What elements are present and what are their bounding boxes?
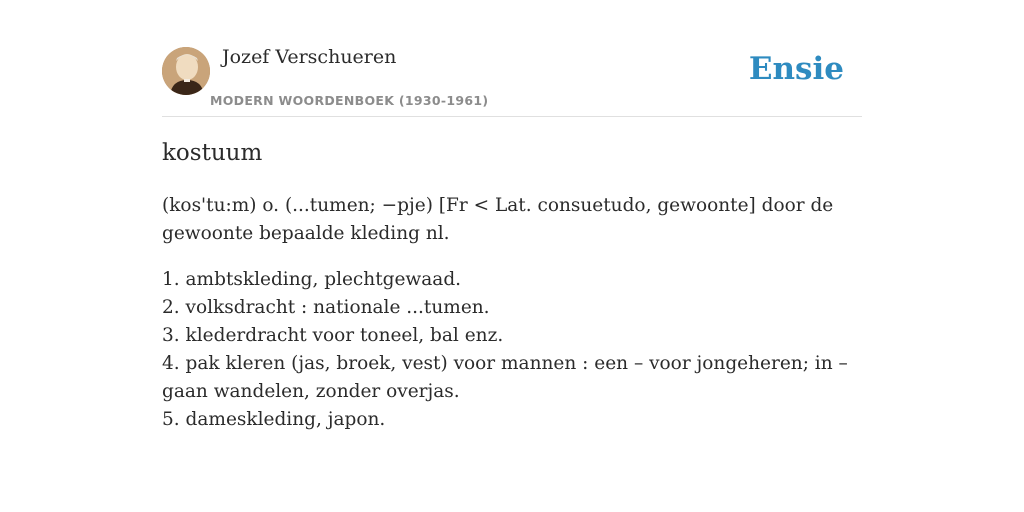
source-title[interactable]: MODERN WOORDENBOEK (1930-1961) (210, 93, 489, 108)
sense-item: 4. pak kleren (jas, broek, vest) voor mannen : een – voor jongeheren; in – gaan wandelen, zonder overjas. (162, 353, 848, 402)
entry-header (162, 44, 862, 117)
author-avatar[interactable] (162, 47, 210, 95)
sense-item: 1. ambtskleding, plechtgewaad. (162, 269, 462, 290)
entry-definition: (kos'tu:m) o. (...tumen; −pje) [Fr < Lat. consuetudo, gewoonte] door de gewoonte bepaalde kleding nl. (162, 195, 834, 244)
sense-item: 2. volksdracht : nationale ...tumen. (162, 297, 490, 318)
author-portrait-image (162, 47, 210, 95)
sense-item: 5. dameskleding, japon. (162, 409, 386, 430)
entry-headword: kostuum (162, 140, 263, 166)
sense-item: 3. klederdracht voor toneel, bal enz. (162, 325, 504, 346)
sense-list (162, 266, 862, 434)
brand-logo-link[interactable]: Ensie (748, 51, 844, 87)
author-name[interactable]: Jozef Verschueren (222, 46, 397, 68)
